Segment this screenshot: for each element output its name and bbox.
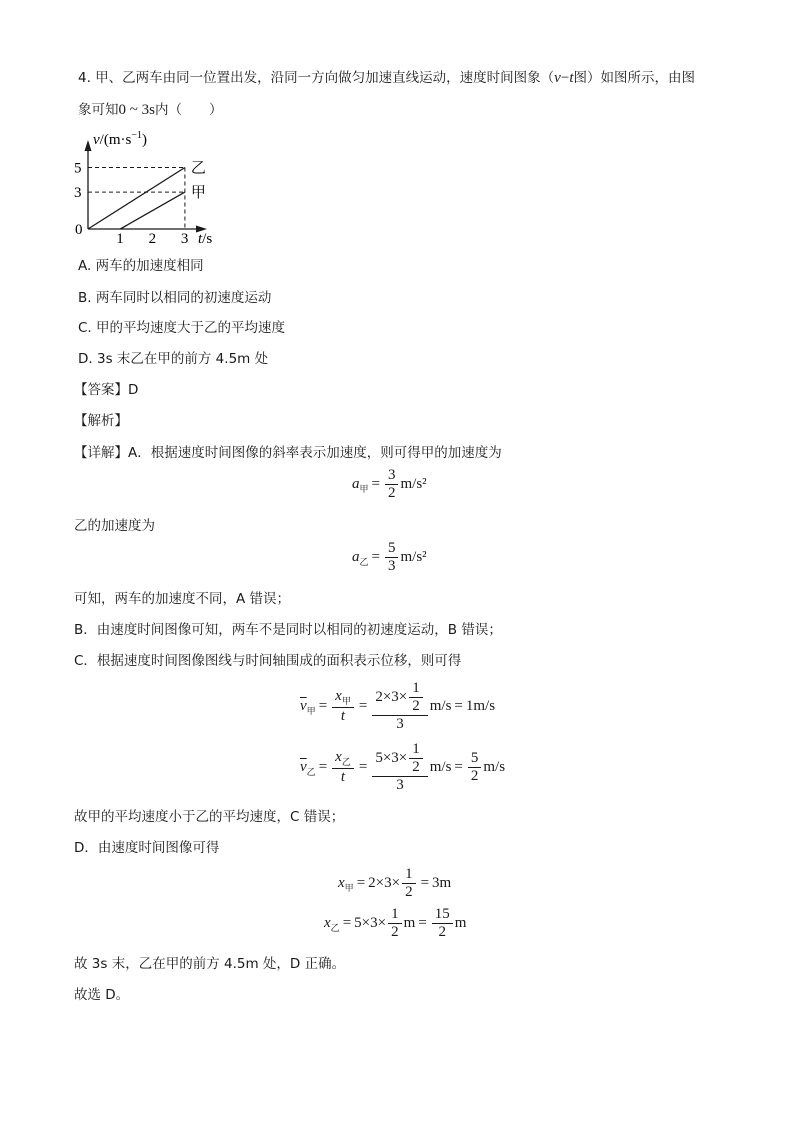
fraction-numerator: 3: [385, 467, 399, 485]
vt-dash: −: [560, 70, 570, 86]
fraction-numerator: 15: [432, 906, 453, 924]
eq-equals: =: [342, 915, 352, 931]
question-text-2a: 象可知: [78, 102, 119, 118]
fraction-numerator: [372, 741, 427, 777]
fraction-x-over-t: [332, 749, 354, 786]
fraction-numerator: 5: [385, 540, 399, 558]
fraction-x-over-t: [332, 688, 354, 725]
half-denominator: 2: [412, 759, 420, 775]
option-b: B. 两车同时以相同的初速度运动: [78, 290, 272, 306]
detail-p6: 故甲的平均速度小于乙的平均速度，C 错误；: [74, 809, 345, 825]
eq-unit: m/s: [483, 759, 506, 775]
detail-p5: C．根据速度时间图像图线与时间轴围成的面积表示位移，则可得: [74, 653, 462, 669]
eq-equals: =: [358, 759, 368, 775]
equation-x-yi: [324, 906, 466, 941]
eq-result: 3m: [432, 875, 452, 891]
fraction-numerator: [332, 749, 354, 769]
fraction-denominator: 2: [438, 924, 446, 940]
series-line-1: [120, 192, 185, 229]
eq-equals: =: [418, 915, 427, 931]
eq-unit: m/s: [429, 759, 452, 775]
eq-subscript: 甲: [306, 707, 316, 717]
fraction-big: [372, 680, 427, 733]
fraction-numerator: [332, 688, 354, 708]
eq-equals: =: [318, 759, 328, 775]
half-denominator: 2: [412, 698, 420, 714]
half-fraction: [409, 680, 423, 715]
question-text-2b: 内（ ）: [154, 102, 223, 118]
eq-equals: =: [454, 698, 463, 714]
time-range: 0 ~ 3s: [118, 102, 155, 118]
eq-equals: =: [371, 549, 380, 565]
fraction-denominator: 2: [387, 485, 396, 501]
product-text: 5×3×: [354, 915, 387, 931]
eq-equals: =: [371, 476, 380, 492]
fraction-denominator: 2: [391, 924, 399, 940]
x-axis-label: t/s: [198, 231, 213, 247]
option-a: A. 两车的加速度相同: [78, 258, 204, 274]
detail-p2: 乙的加速度为: [74, 518, 155, 534]
eq-symbol: $\overline{v}$: [300, 759, 307, 775]
eq-result: 1m/s: [465, 698, 496, 714]
fraction: [385, 467, 399, 502]
equation-x-jia: [338, 866, 451, 901]
equation-v-jia: [300, 680, 495, 733]
eq-symbol: a: [352, 476, 360, 492]
question-text: 4. 甲、乙两车由同一位置出发，沿同一方向做匀加速直线运动，速度时间图象（: [78, 70, 555, 86]
fraction: [388, 906, 402, 941]
eq-unit: m: [403, 915, 416, 931]
detail-p7: D．由速度时间图像可得: [74, 840, 220, 856]
chart-marks: [74, 161, 206, 248]
product-text: 2×3×: [375, 689, 408, 705]
eq-subscript: 乙: [359, 558, 369, 568]
eq-symbol: x: [324, 915, 331, 931]
eq-unit: m/s²: [400, 476, 427, 492]
answer-line: [74, 380, 138, 400]
axes: [85, 140, 208, 233]
x-symbol: x: [335, 688, 342, 704]
fraction-denominator: 3: [387, 558, 396, 574]
detail-p1: 【详解】A．根据速度时间图像的斜率表示加速度，则可得甲的加速度为: [74, 445, 502, 461]
result-fraction: [468, 750, 482, 785]
x-symbol: x: [335, 749, 342, 765]
x-subscript: 乙: [341, 758, 351, 768]
fraction-numerator: 1: [402, 866, 416, 884]
series-label-0: 乙: [190, 160, 206, 177]
eq-equals: =: [356, 875, 366, 891]
detail-p9: 故选 D。: [74, 987, 130, 1003]
fraction-numerator: 5: [468, 750, 482, 768]
fraction: [385, 540, 399, 575]
fraction-big: [372, 741, 427, 794]
half-numerator: 1: [409, 741, 423, 759]
y-axis-arrow: [85, 140, 92, 151]
option-c: C. 甲的平均速度大于乙的平均速度: [78, 320, 286, 336]
product-text: 2×3×: [368, 875, 401, 891]
eq-unit: m/s²: [400, 549, 427, 565]
eq-subscript: 甲: [359, 485, 369, 495]
vt-t-symbol: t: [569, 70, 574, 86]
analysis-label: 【解析】: [74, 413, 128, 429]
fraction-denominator: 2: [470, 768, 479, 784]
eq-equals: =: [454, 759, 463, 775]
vt-v-symbol: v: [554, 70, 561, 86]
equation-a-yi: [352, 540, 427, 575]
x-subscript: 甲: [341, 697, 351, 707]
eq-subscript: 乙: [306, 768, 316, 778]
eq-equals: =: [318, 698, 328, 714]
detail-p4: B．由速度时间图像可知，两车不是同时以相同的初速度运动，B 错误；: [74, 622, 502, 638]
eq-unit: m/s: [429, 698, 452, 714]
fraction-denominator: 3: [396, 716, 404, 732]
answer-label: 【答案】: [74, 382, 128, 398]
half-fraction: [409, 741, 423, 776]
vt-chart: [0, 0, 794, 260]
eq-symbol: a: [352, 549, 360, 565]
fraction-denominator: 2: [405, 884, 413, 900]
eq-equals: =: [358, 698, 368, 714]
fraction-numerator: [372, 680, 427, 716]
y-tick-label-3: 3: [74, 185, 82, 202]
x-tick-label-1: 1: [116, 231, 124, 247]
half-numerator: 1: [409, 680, 423, 698]
eq-subscript: 甲: [344, 884, 354, 894]
eq-symbol: $\overline{v}$: [300, 698, 307, 714]
detail-p8: 故 3s 末，乙在甲的前方 4.5m 处，D 正确。: [74, 956, 346, 972]
detail-p3: 可知，两车的加速度不同，A 错误；: [74, 591, 291, 607]
origin-label: 0: [75, 222, 83, 238]
eq-subscript: 乙: [330, 924, 340, 934]
eq-symbol: x: [338, 875, 345, 891]
answer-value: D: [128, 382, 139, 398]
result-fraction: [432, 906, 453, 941]
fraction-denominator: t: [340, 708, 346, 724]
y-tick-label-5: 5: [74, 160, 82, 177]
product-text: 5×3×: [375, 750, 408, 766]
series-label-1: 甲: [190, 185, 206, 202]
equation-a-jia: [352, 467, 427, 502]
eq-unit: m: [454, 915, 467, 931]
equation-v-yi: [300, 741, 505, 794]
x-tick-label-2: 2: [148, 231, 157, 247]
fraction-numerator: 1: [388, 906, 402, 924]
y-axis-label: $v/(m\cdot s^{-1})$: [93, 130, 147, 148]
x-tick-label-3: 3: [180, 231, 189, 247]
question-text-tail: 图）如图所示，由图: [573, 70, 695, 86]
fraction-denominator: t: [340, 769, 346, 785]
option-d: D. 3s 末乙在甲的前方 4.5m 处: [78, 351, 269, 367]
fraction-denominator: 3: [396, 777, 404, 793]
eq-equals: =: [420, 875, 430, 891]
fraction: [402, 866, 416, 901]
